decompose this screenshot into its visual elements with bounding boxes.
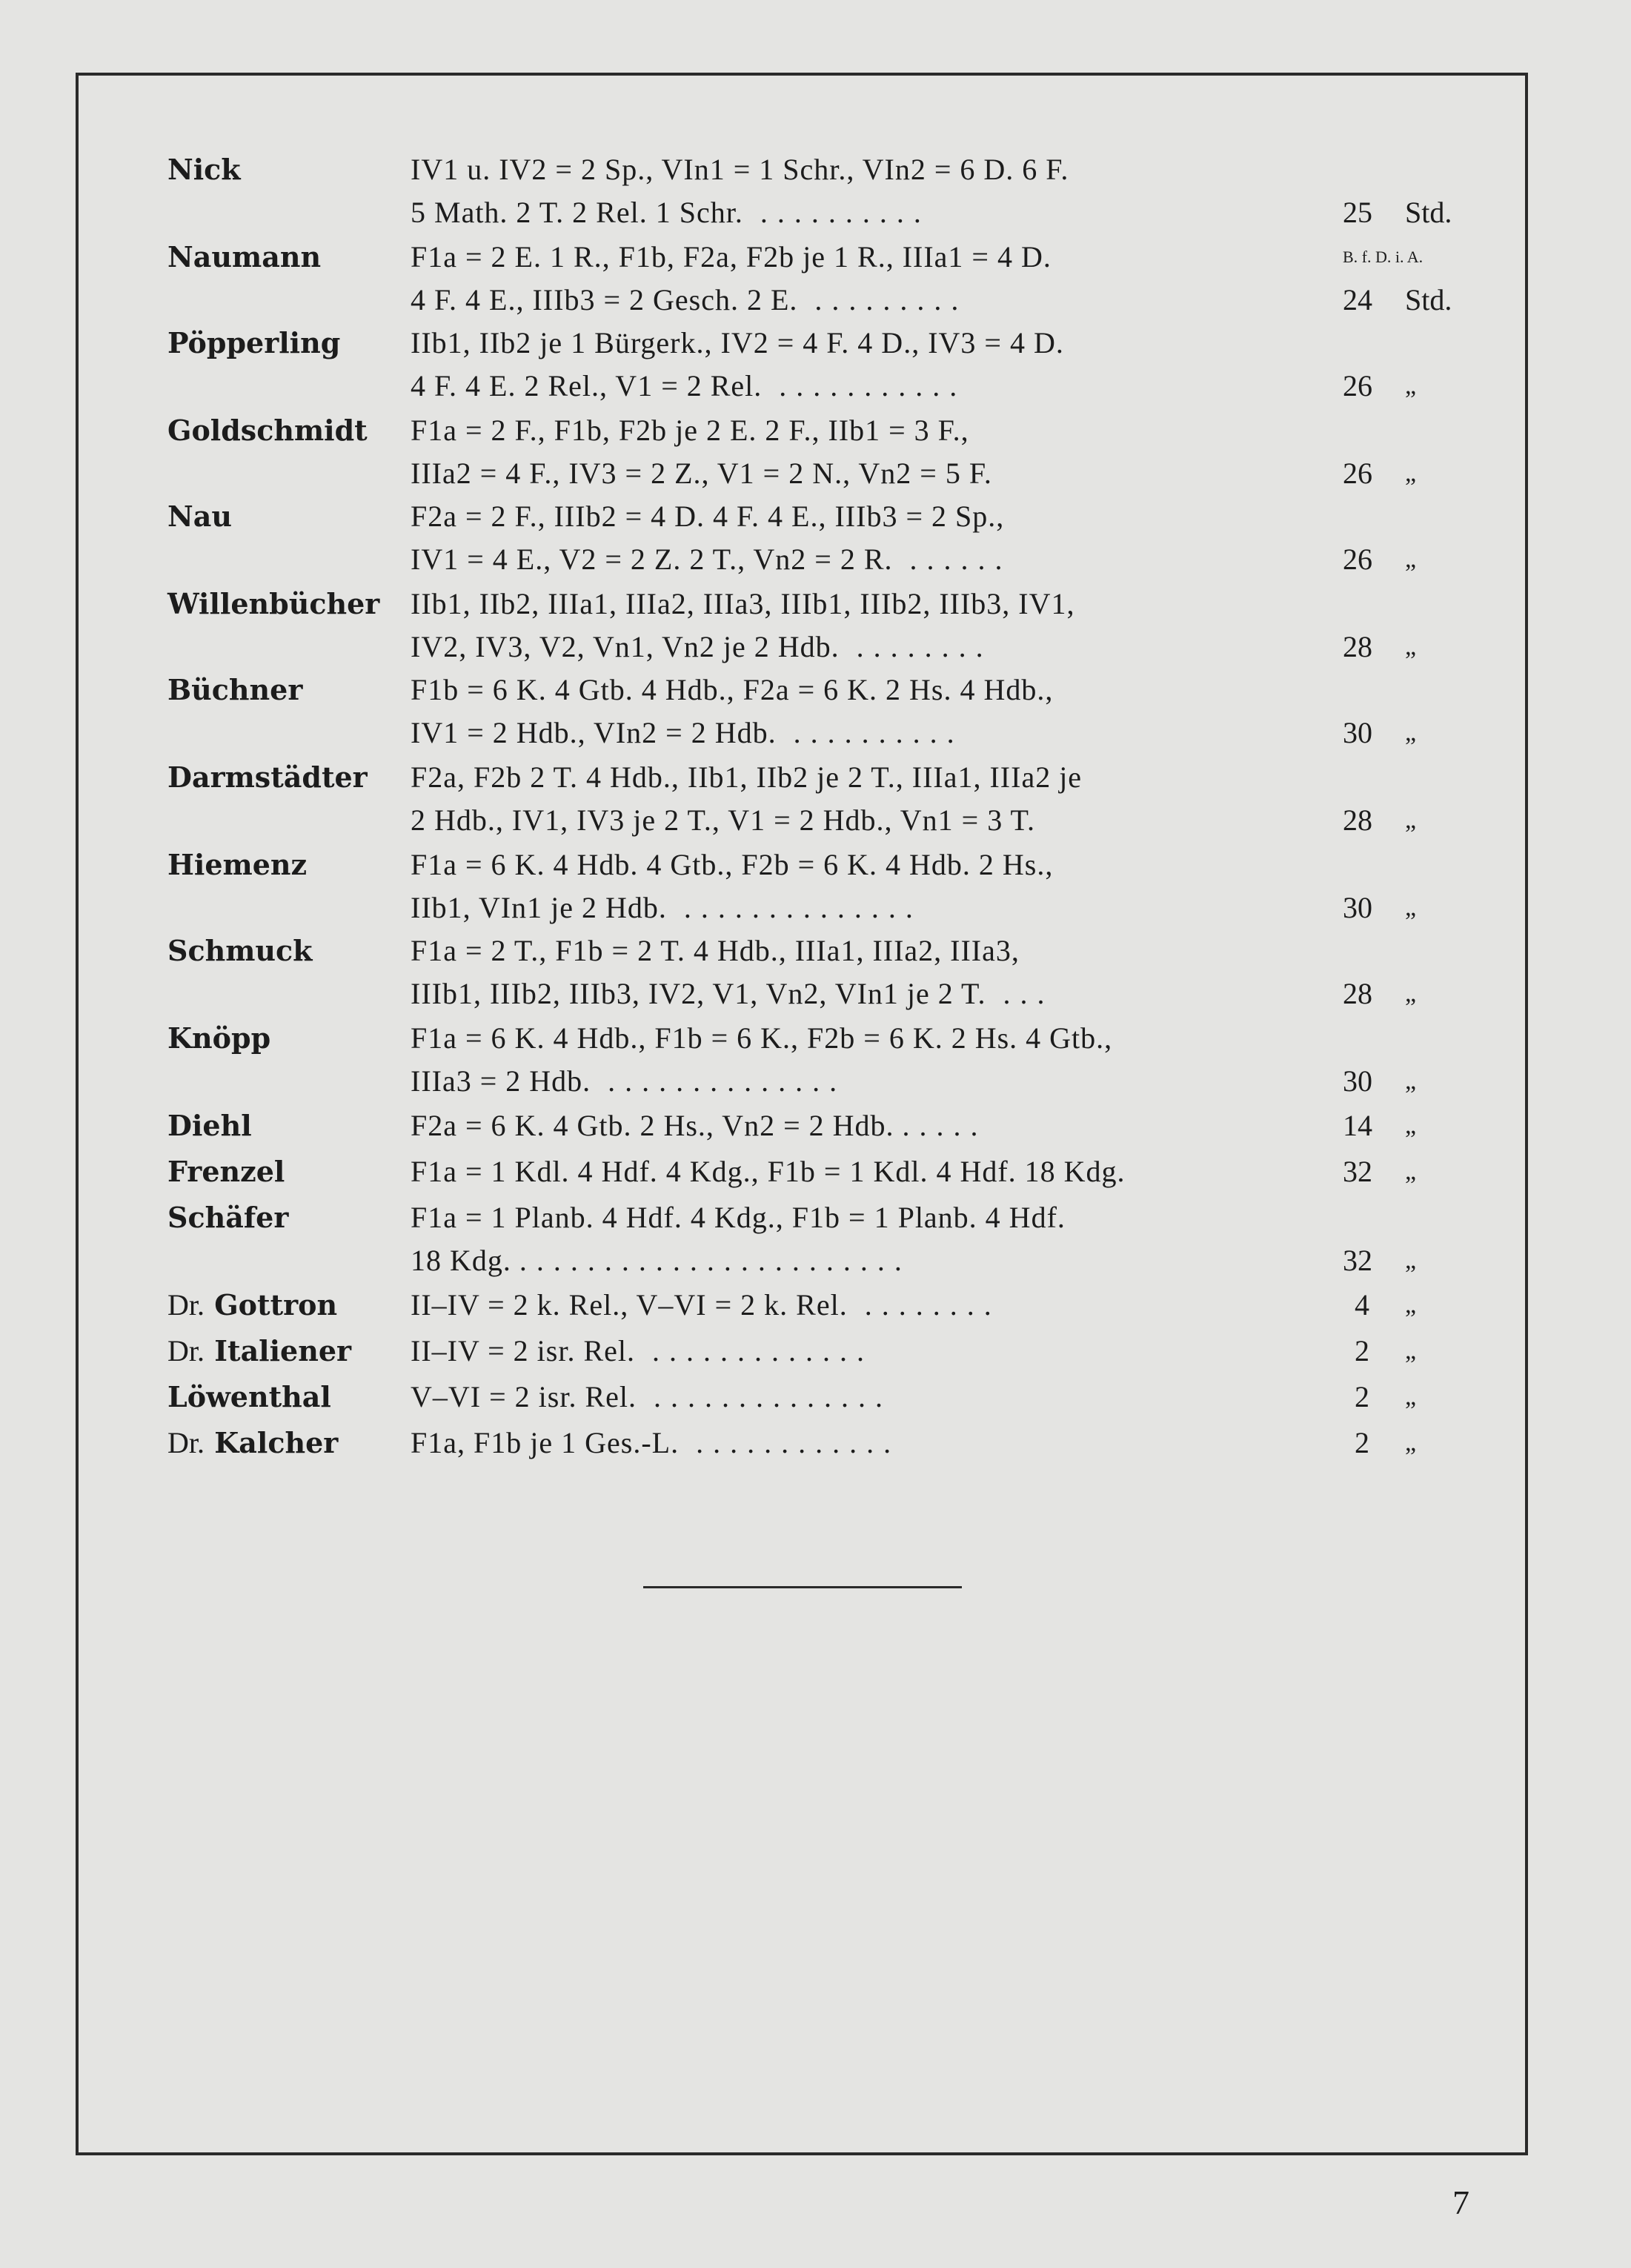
- leader-dots: ..............: [666, 891, 923, 924]
- list-item: [0, 843, 1631, 932]
- hours-unit: „: [1405, 1067, 1417, 1095]
- leader-dots: .........: [797, 283, 969, 316]
- title-prefix: Dr.: [167, 1426, 205, 1459]
- list-item: [0, 929, 1631, 1018]
- teacher-name: Darmstädter: [167, 760, 368, 794]
- list-item: [0, 148, 1631, 237]
- assignment-line: F1a = 6 K. 4 Hdb., F1b = 6 K., F2b = 6 K. 2 Hs. 4 Gtb.,: [411, 1021, 1113, 1055]
- assignment-line: IIb1, IIb2 je 1 Bürgerk., IV2 = 4 F. 4 D., IV3 = 4 D.: [411, 326, 1064, 359]
- hours-unit: „: [1405, 980, 1417, 1007]
- title-prefix: Dr.: [167, 1334, 205, 1367]
- list-item: [0, 756, 1631, 845]
- leader-dots: ...........: [762, 369, 967, 402]
- divider: [643, 1586, 962, 1588]
- list-item: [0, 409, 1631, 498]
- teacher-name: Willenbücher: [167, 587, 380, 620]
- list-item: [0, 1422, 1631, 1511]
- leader-dots: ............: [679, 1426, 901, 1459]
- page-number: 7: [1452, 2184, 1469, 2221]
- hours-unit: „: [1405, 719, 1417, 746]
- assignment-line: 5 Math. 2 T. 2 Rel. 1 Schr. ..........: [411, 196, 931, 229]
- assignment-line: IIIa3 = 2 Hdb. ..............: [411, 1064, 847, 1098]
- list-item: [0, 1196, 1631, 1285]
- title-prefix: Dr.: [167, 1288, 205, 1322]
- assignment-line: IIb1, IIb2, IIIa1, IIIa2, IIIa3, IIIb1, IIIb2, IIIb3, IV1,: [411, 587, 1075, 620]
- leader-dots: .............: [635, 1334, 874, 1367]
- assignment-line: IIb1, VIn1 je 2 Hdb. ..............: [411, 891, 923, 924]
- hours-unit: Std.: [1405, 283, 1452, 316]
- leader-dots: ........: [839, 630, 993, 663]
- teacher-name: Nick: [167, 153, 241, 186]
- assignment-line: F2a, F2b 2 T. 4 Hdb., IIb1, IIb2 je 2 T., IIIa1, IIIa2 je: [411, 760, 1083, 794]
- list-item: [0, 495, 1631, 584]
- assignment-line: F2a = 6 K. 4 Gtb. 2 Hs., Vn2 = 2 Hdb. .....: [411, 1109, 988, 1142]
- teacher-name: Büchner: [167, 673, 303, 706]
- teacher-name: Goldschmidt: [167, 414, 368, 447]
- teacher-name: Pöpperling: [167, 326, 341, 359]
- assignment-line: F2a = 2 F., IIIb2 = 4 D. 4 F. 4 E., IIIb3 = 2 Sp.,: [411, 500, 1005, 533]
- hours-value: 32: [1343, 1155, 1372, 1188]
- hours-value: 26: [1343, 543, 1372, 576]
- hours-unit: „: [1405, 372, 1417, 399]
- hours-value: 2: [1355, 1426, 1369, 1459]
- hours-value: 30: [1343, 716, 1372, 749]
- leader-dots: ..............: [637, 1380, 892, 1413]
- hours-value: 30: [1343, 1064, 1372, 1098]
- list-item: [0, 669, 1631, 757]
- hours-value: 14: [1343, 1109, 1372, 1142]
- assignment-line: IV1 = 4 E., V2 = 2 Z. 2 T., Vn2 = 2 R. ......: [411, 543, 1012, 576]
- assignment-line: V–VI = 2 isr. Rel. ..............: [411, 1380, 892, 1413]
- leader-dots: ......: [892, 543, 1012, 576]
- list-item: [0, 583, 1631, 672]
- teacher-name: Hiemenz: [167, 848, 308, 881]
- leader-dots: ...: [986, 977, 1054, 1010]
- assignment-line: F1a = 6 K. 4 Hdb. 4 Gtb., F2b = 6 K. 4 Hdb. 2 Hs.,: [411, 848, 1054, 881]
- hours-unit: „: [1405, 1112, 1417, 1139]
- assignment-line: F1a = 2 F., F1b, F2b je 2 E. 2 F., IIb1 = 3 F.,: [411, 414, 969, 447]
- hours-unit: „: [1405, 1429, 1417, 1456]
- teacher-name: Schmuck: [167, 934, 313, 967]
- teacher-name: Naumann: [167, 240, 322, 273]
- hours-unit: „: [1405, 806, 1417, 834]
- hours-unit: „: [1405, 1383, 1417, 1410]
- hours-unit: „: [1405, 460, 1417, 487]
- assignment-line: F1a = 1 Kdl. 4 Hdf. 4 Kdg., F1b = 1 Kdl. 4 Hdf. 18 Kdg.: [411, 1155, 1126, 1188]
- assignment-line: IV1 u. IV2 = 2 Sp., VIn1 = 1 Schr., VIn2 = 6 D. 6 F.: [411, 153, 1069, 186]
- teacher-name: Frenzel: [167, 1155, 285, 1188]
- assignment-line: II–IV = 2 isr. Rel. .............: [411, 1334, 874, 1367]
- assignment-line: 2 Hdb., IV1, IV3 je 2 T., V1 = 2 Hdb., Vn1 = 3 T.: [411, 803, 1035, 837]
- hours-unit: Std.: [1405, 196, 1452, 229]
- hours-unit: „: [1405, 894, 1417, 921]
- hours-unit: „: [1405, 546, 1417, 573]
- assignment-line: F1a = 2 E. 1 R., F1b, F2a, F2b je 1 R., IIIa1 = 4 D.: [411, 240, 1052, 273]
- hours-value: 28: [1343, 803, 1372, 837]
- hours-unit: „: [1405, 1337, 1417, 1365]
- teacher-name: Dr. Kalcher: [167, 1426, 339, 1459]
- leader-dots: ..........: [776, 716, 964, 749]
- assignment-line: IIIb1, IIIb2, IIIb3, IV2, V1, Vn2, VIn1 je 2 T. ...: [411, 977, 1054, 1010]
- assignment-line: II–IV = 2 k. Rel., V–VI = 2 k. Rel. ........: [411, 1288, 1001, 1322]
- hours-unit: „: [1405, 633, 1417, 660]
- teacher-name: Dr. Italiener: [167, 1334, 352, 1367]
- teacher-name: Schäfer: [167, 1201, 289, 1234]
- hours-unit: „: [1405, 1158, 1417, 1185]
- assignment-line: F1a, F1b je 1 Ges.-L. ............: [411, 1426, 901, 1459]
- leader-dots: ..............: [591, 1064, 847, 1098]
- leader-dots: ........: [847, 1288, 1001, 1322]
- teacher-name: Dr. Gottron: [167, 1288, 338, 1322]
- teacher-name: Nau: [167, 500, 232, 533]
- hours-value: 28: [1343, 630, 1372, 663]
- hours-unit: „: [1405, 1291, 1417, 1319]
- assignment-line: F1b = 6 K. 4 Gtb. 4 Hdb., F2a = 6 K. 2 Hs. 4 Hdb.,: [411, 673, 1054, 706]
- hours-value: 4: [1355, 1288, 1369, 1322]
- list-item: [0, 322, 1631, 411]
- hours-value: 26: [1343, 457, 1372, 490]
- assignment-line: IV2, IV3, V2, Vn1, Vn2 je 2 Hdb. ........: [411, 630, 993, 663]
- list-item: [0, 236, 1631, 325]
- teacher-name: Löwenthal: [167, 1380, 331, 1413]
- hours-value: 2: [1355, 1334, 1369, 1367]
- list-item: [0, 1017, 1631, 1106]
- teacher-name: Knöpp: [167, 1021, 271, 1055]
- hours-value: 26: [1343, 369, 1372, 402]
- teacher-name: Diehl: [167, 1109, 252, 1142]
- assignment-line: F1a = 1 Planb. 4 Hdf. 4 Kdg., F1b = 1 Planb. 4 Hdf.: [411, 1201, 1066, 1234]
- hours-value: 25: [1343, 196, 1372, 229]
- hours-value: 24: [1343, 283, 1372, 316]
- hours-value: 2: [1355, 1380, 1369, 1413]
- leader-dots: ..........: [743, 196, 931, 229]
- assignment-line: 18 Kdg. .......................: [411, 1244, 911, 1277]
- hours-value: 30: [1343, 891, 1372, 924]
- assignment-line: 4 F. 4 E. 2 Rel., V1 = 2 Rel. ...........: [411, 369, 967, 402]
- assignment-line: IIIa2 = 4 F., IV3 = 2 Z., V1 = 2 N., Vn2 = 5 F.: [411, 457, 992, 490]
- assignment-line: 4 F. 4 E., IIIb3 = 2 Gesch. 2 E. .........: [411, 283, 969, 316]
- note-text: B. f. D. i. A.: [1343, 248, 1424, 266]
- hours-value: 28: [1343, 977, 1372, 1010]
- assignment-line: IV1 = 2 Hdb., VIn2 = 2 Hdb. ..........: [411, 716, 964, 749]
- assignment-line: F1a = 2 T., F1b = 2 T. 4 Hdb., IIIa1, IIIa2, IIIa3,: [411, 934, 1020, 967]
- hours-unit: „: [1405, 1247, 1417, 1274]
- hours-value: 32: [1343, 1244, 1372, 1277]
